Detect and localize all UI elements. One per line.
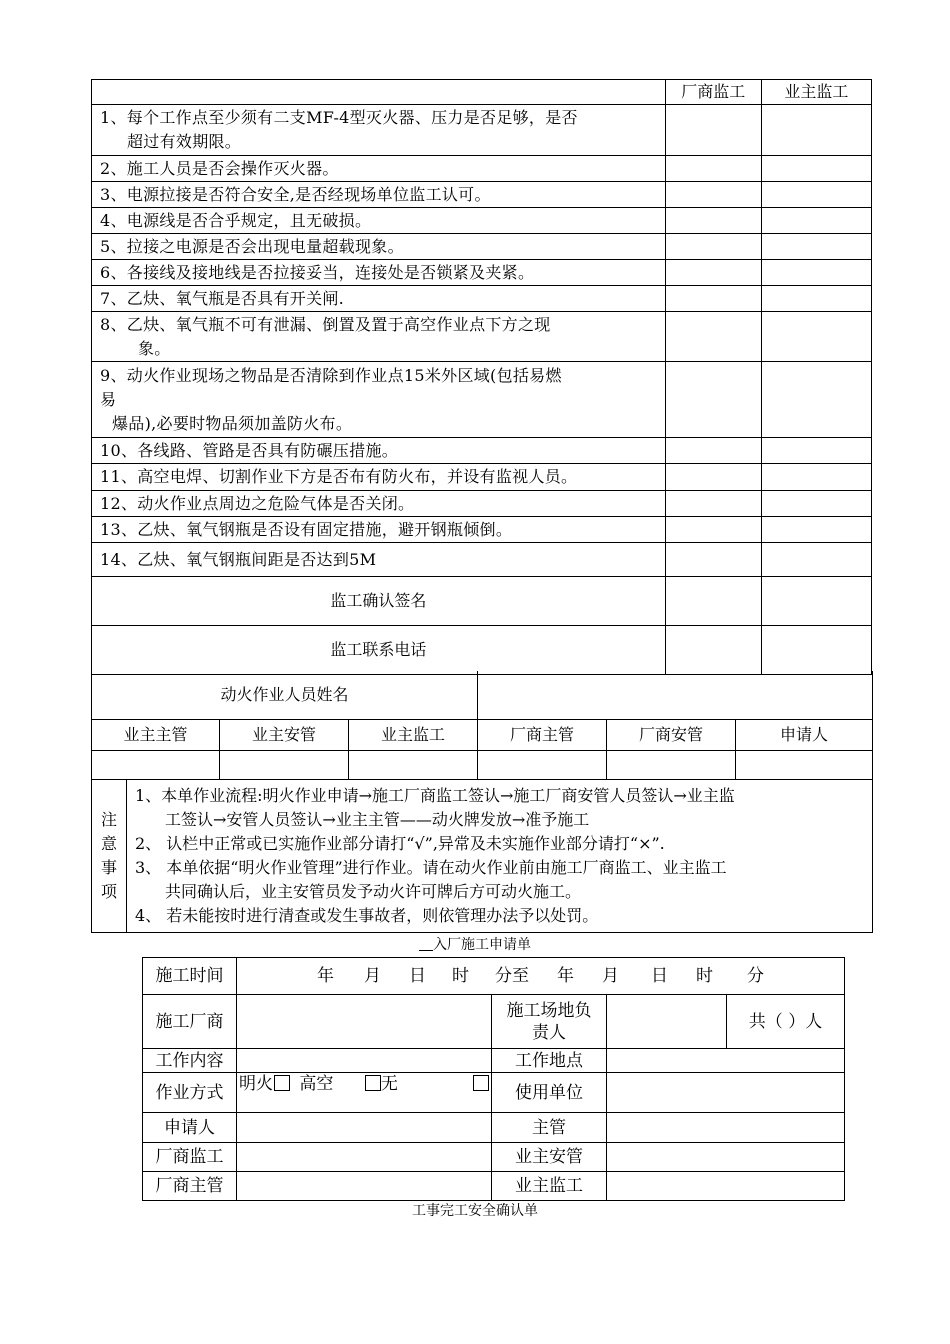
work-content-field[interactable]: [237, 1049, 492, 1073]
monitor-signature-vendor[interactable]: [665, 577, 761, 626]
check-cell-vendor[interactable]: [665, 438, 761, 464]
check-cell-owner[interactable]: [761, 260, 871, 286]
check-cell-owner[interactable]: [761, 286, 871, 312]
owner-monitor-label: 业主监工: [492, 1172, 607, 1201]
vendor-manager-field[interactable]: [237, 1172, 492, 1201]
role-vendor-safety: 厂商安管: [607, 719, 736, 750]
check-item-4: 4、电源线是否合乎规定，且无破损。: [92, 208, 666, 234]
method-open-fire-label: 明火: [239, 1074, 273, 1094]
check-cell-owner[interactable]: [761, 208, 871, 234]
site-owner-field[interactable]: [607, 995, 727, 1049]
note-1: 1、本单作业流程:明火作业申请→施工厂商监工签认→施工厂商安管人员签认→业主监: [135, 785, 735, 805]
check-cell-vendor[interactable]: [665, 260, 761, 286]
check-cell-owner[interactable]: [761, 438, 871, 464]
work-location-field[interactable]: [607, 1049, 845, 1073]
check-cell-owner[interactable]: [761, 156, 871, 182]
checklist-header-blank: [92, 80, 666, 105]
vendor-field[interactable]: [237, 995, 492, 1049]
signature-vendor-safety[interactable]: [607, 750, 736, 779]
check-cell-vendor[interactable]: [665, 182, 761, 208]
time-label: 施工时间: [143, 958, 237, 995]
check-cell-owner[interactable]: [761, 517, 871, 543]
check-cell-vendor[interactable]: [665, 491, 761, 517]
form-title-wrap: [0, 934, 950, 954]
title-underline: [419, 950, 433, 951]
note-1-cont: 工签认→安管人员签认→业主主管——动火牌发放→准予施工: [165, 809, 590, 829]
worker-name-label: 动火作业人员姓名: [92, 671, 478, 719]
site-owner-label: 施工场地负 责人: [492, 995, 607, 1049]
check-item-3: 3、电源拉接是否符合安全,是否经现场单位监工认可。: [92, 182, 666, 208]
work-content-label: 工作内容: [143, 1049, 237, 1073]
check-cell-owner[interactable]: [761, 312, 871, 362]
vendor-label: 施工厂商: [143, 995, 237, 1049]
time-day: 日: [409, 966, 426, 986]
method-height-checkbox[interactable]: [365, 1075, 381, 1091]
check-cell-vendor[interactable]: [665, 156, 761, 182]
note-2: 2、 认栏中正常或已实施作业部分请打“√”,异常及未实施作业部分请打“×”.: [135, 833, 665, 853]
role-owner-monitor: 业主监工: [349, 719, 478, 750]
monitor-signature-owner[interactable]: [761, 577, 871, 626]
check-cell-owner[interactable]: [761, 105, 871, 156]
check-cell-owner[interactable]: [761, 543, 871, 577]
notes-body: [127, 779, 873, 932]
check-item-5: 5、拉接之电源是否会出现电量超载现象。: [92, 234, 666, 260]
check-cell-owner[interactable]: [761, 464, 871, 491]
check-cell-vendor[interactable]: [665, 362, 761, 438]
applicant-field[interactable]: [237, 1113, 492, 1143]
monitor-signature-label: 监工确认签名: [92, 577, 666, 626]
check-item-12: 12、动火作业点周边之危险气体是否关闭。: [92, 491, 666, 517]
check-cell-vendor[interactable]: [665, 286, 761, 312]
check-item-11: 11、高空电焊、切割作业下方是否布有防火布，并设有监视人员。: [92, 464, 666, 491]
notes-side-label: 注 意 事 项: [92, 779, 127, 932]
check-cell-owner[interactable]: [761, 362, 871, 438]
header-owner-monitor: 业主监工: [761, 80, 871, 105]
check-item-14: 14、乙炔、氧气钢瓶间距是否达到5M: [92, 543, 666, 577]
note-4: 4、 若未能按时进行清查或发生事故者，则依管理办法予以处罚。: [135, 905, 599, 925]
monitor-phone-label: 监工联系电话: [92, 626, 666, 675]
time-month-end: 月: [602, 966, 619, 986]
check-item-8: 8、乙炔、氧气瓶不可有泄漏、倒置及置于高空作业点下方之现 象。: [92, 312, 666, 362]
signature-applicant[interactable]: [736, 750, 873, 779]
using-unit-field[interactable]: [607, 1073, 845, 1113]
vendor-manager-label: 厂商主管: [143, 1172, 237, 1201]
note-3-cont: 共同确认后，业主安管员发予动火许可牌后方可动火施工。: [165, 881, 582, 901]
check-cell-vendor[interactable]: [665, 105, 761, 156]
time-hour: 时: [452, 966, 469, 986]
checklist-table: [91, 79, 872, 675]
time-year: 年: [317, 966, 334, 986]
check-cell-vendor[interactable]: [665, 517, 761, 543]
note-3: 3、 本单依据“明火作业管理”进行作业。请在动火作业前由施工厂商监工、业主监工: [135, 857, 727, 877]
signature-owner-manager[interactable]: [92, 750, 220, 779]
application-table: [142, 957, 845, 1201]
role-applicant: 申请人: [736, 719, 873, 750]
check-cell-vendor[interactable]: [665, 543, 761, 577]
check-item-10: 10、各线路、管路是否具有防碾压措施。: [92, 438, 666, 464]
time-minute-to: 分至: [495, 966, 529, 986]
time-day-end: 日: [651, 966, 668, 986]
check-item-7: 7、乙炔、氧气瓶是否具有开关闸.: [92, 286, 666, 312]
check-cell-owner[interactable]: [761, 182, 871, 208]
footer-caption: 工事完工安全确认单: [412, 1203, 538, 1219]
role-owner-manager: 业主主管: [92, 719, 220, 750]
method-options: [237, 1073, 492, 1113]
supervisor-field[interactable]: [607, 1113, 845, 1143]
method-open-fire-checkbox[interactable]: [274, 1075, 290, 1091]
check-item-9: 9、动火作业现场之物品是否清除到作业点15米外区域(包括易燃 易 爆品),必要时物品须加盖防火布。: [92, 362, 666, 438]
applicant-label: 申请人: [143, 1113, 237, 1143]
method-label: 作业方式: [143, 1073, 237, 1113]
check-cell-vendor[interactable]: [665, 464, 761, 491]
role-vendor-manager: 厂商主管: [478, 719, 607, 750]
method-none-checkbox[interactable]: [473, 1075, 489, 1091]
check-item-1: 1、每个工作点至少须有二支MF-4型灭火器、压力是否足够，是否 超过有效期限。: [92, 105, 666, 156]
work-location-label: 工作地点: [492, 1049, 607, 1073]
monitor-phone-vendor[interactable]: [665, 626, 761, 675]
monitor-phone-owner[interactable]: [761, 626, 871, 675]
header-vendor-monitor: 厂商监工: [665, 80, 761, 105]
check-cell-vendor[interactable]: [665, 234, 761, 260]
check-cell-vendor[interactable]: [665, 208, 761, 234]
owner-safety-label: 业主安管: [492, 1143, 607, 1172]
using-unit-label: 使用单位: [492, 1073, 607, 1113]
signature-owner-safety[interactable]: [220, 750, 349, 779]
worker-name-field[interactable]: [478, 671, 873, 719]
check-item-13: 13、乙炔、氧气钢瓶是否设有固定措施，避开钢瓶倾倒。: [92, 517, 666, 543]
signature-owner-monitor[interactable]: [349, 750, 478, 779]
signature-vendor-manager[interactable]: [478, 750, 607, 779]
check-cell-owner[interactable]: [761, 234, 871, 260]
method-none-label: 无: [380, 1074, 398, 1094]
method-height-label: 高空: [299, 1074, 334, 1094]
roles-table: [91, 671, 873, 933]
vendor-monitor-label: 厂商监工: [143, 1143, 237, 1172]
time-year-end: 年: [557, 966, 574, 986]
time-minute-end: 分: [747, 966, 764, 986]
check-cell-owner[interactable]: [761, 491, 871, 517]
role-owner-safety: 业主安管: [220, 719, 349, 750]
owner-safety-field[interactable]: [607, 1143, 845, 1172]
time-field[interactable]: [237, 958, 845, 995]
check-cell-vendor[interactable]: [665, 312, 761, 362]
owner-monitor-field[interactable]: [607, 1172, 845, 1201]
supervisor-label: 主管: [492, 1113, 607, 1143]
check-item-6: 6、各接线及接地线是否拉接妥当，连接处是否锁紧及夹紧。: [92, 260, 666, 286]
vendor-monitor-field[interactable]: [237, 1143, 492, 1172]
headcount[interactable]: 共（ ）人: [727, 995, 845, 1049]
time-hour-end: 时: [696, 966, 713, 986]
form-title: 入厂施工申请单: [433, 937, 531, 953]
check-item-2: 2、施工人员是否会操作灭火器。: [92, 156, 666, 182]
time-month: 月: [364, 966, 381, 986]
